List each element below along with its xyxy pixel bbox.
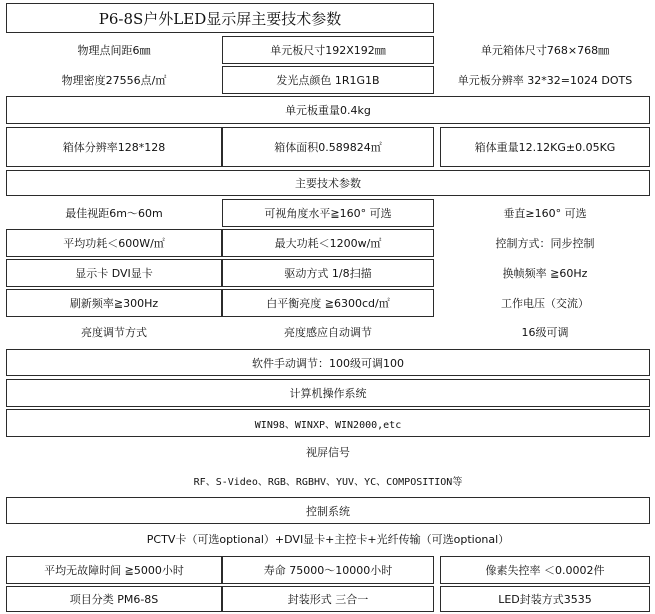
spec-cell: RF、S-Video、RGB、RGBHV、YUV、YC、COMPOSITION等	[193, 476, 463, 488]
spec-cell: 计算机操作系统	[6, 379, 650, 407]
spec-cell: 最佳视距6m～60m	[65, 207, 163, 220]
spec-cell: 显示卡 DVI显卡	[6, 259, 222, 287]
spec-cell: 亮度调节方式	[81, 326, 147, 339]
spec-cell: LED封装方式3535	[440, 586, 650, 612]
spec-cell: WIN98、WINXP、WIN2000,etc	[6, 409, 650, 437]
spec-cell: 软件手动调节：100级可调100	[6, 349, 650, 376]
spec-cell: 物理密度27556点/㎡	[61, 74, 167, 87]
spec-cell: PCTV卡（可选optional）+DVI显卡+主控卡+光纤传输（可选optional）	[146, 532, 510, 546]
spec-cell: 项目分类 PM6-8S	[6, 586, 222, 612]
spec-cell: 驱动方式 1/8扫描	[222, 259, 434, 287]
spec-cell: 工作电压（交流）	[501, 297, 589, 310]
spec-cell: 物理点间距6㎜	[77, 44, 151, 57]
spec-cell: 视屏信号	[306, 446, 350, 459]
spec-cell: 单元板尺寸192X192㎜	[222, 36, 434, 64]
spec-cell: 单元板分辨率 32*32=1024 DOTS	[457, 74, 633, 87]
spec-cell: 寿命 75000～10000小时	[222, 556, 434, 584]
spec-cell: 箱体面积0.589824㎡	[222, 127, 434, 167]
spec-cell: 刷新频率≧300Hz	[6, 289, 222, 317]
spec-cell: 换帧频率 ≧60Hz	[502, 267, 588, 280]
spec-cell: 箱体重量12.12KG±0.05KG	[440, 127, 650, 167]
page-title: P6-8S户外LED显示屏主要技术参数	[6, 3, 434, 33]
spec-cell: 垂直≥160° 可选	[503, 207, 587, 220]
spec-cell: 单元箱体尺寸768×768㎜	[480, 44, 610, 57]
spec-cell: 亮度感应自动调节	[284, 326, 372, 339]
spec-cell: 控制方式：同步控制	[495, 237, 595, 250]
spec-cell: 主要技术参数	[6, 170, 650, 196]
spec-cell: 控制系统	[6, 497, 650, 524]
spec-cell: 单元板重量0.4kg	[6, 96, 650, 124]
spec-cell: 16级可调	[521, 326, 569, 339]
spec-cell: 平均功耗＜600W/㎡	[6, 229, 222, 257]
spec-cell: 最大功耗＜1200w/㎡	[222, 229, 434, 257]
spec-cell: 封装形式 三合一	[222, 586, 434, 612]
spec-cell: 像素失控率 ＜0.0002件	[440, 556, 650, 584]
spec-cell: 发光点颜色 1R1G1B	[222, 66, 434, 94]
spec-cell: 可视角度水平≧160° 可选	[222, 199, 434, 227]
spec-cell: 箱体分辨率128*128	[6, 127, 222, 167]
spec-cell: 平均无故障时间 ≧5000小时	[6, 556, 222, 584]
spec-cell: 白平衡亮度 ≧6300cd/㎡	[222, 289, 434, 317]
